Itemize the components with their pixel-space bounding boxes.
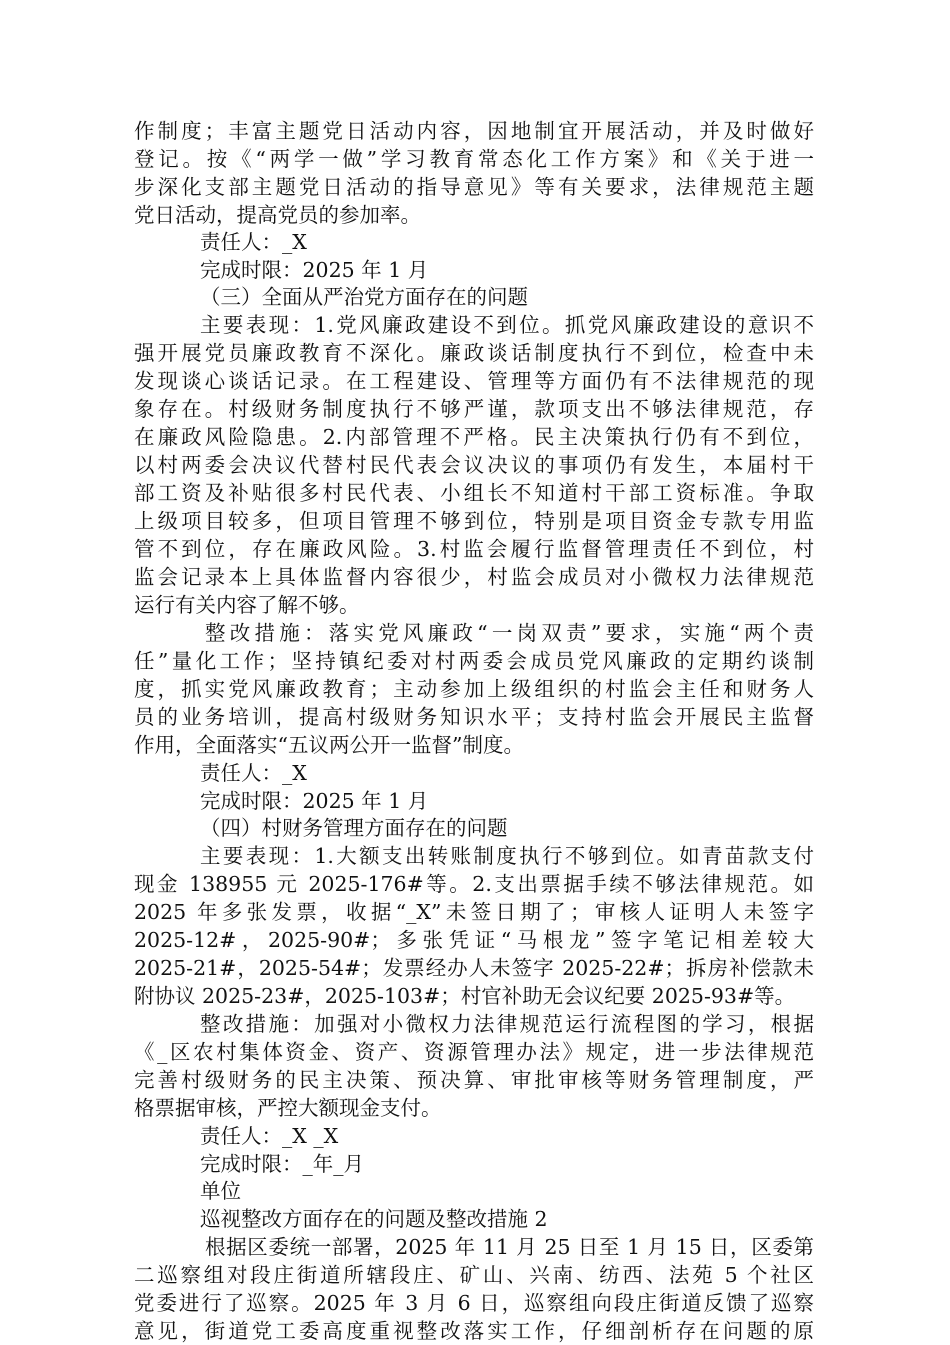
deadline-2: 完成时限：2025 年 1 月 <box>200 789 429 813</box>
text-line-18: 运行有关内容了解不够。 <box>134 593 360 617</box>
section-heading-3: （三）全面从严治党方面存在的问题 <box>200 285 528 309</box>
text-line-34: 《_区农村集体资金、资产、资源管理办法》规定，进一步法律规范 <box>134 1040 814 1064</box>
text-line-33: 整改措施：加强对小微权力法律规范运行流程图的学习，根据 <box>200 1012 814 1036</box>
deadline-1: 完成时限：2025 年 1 月 <box>200 258 429 282</box>
text-line-30: 2025-12#，2025-90#；多张凭证“马根龙”签字笔记相差较大 <box>134 928 814 952</box>
text-line-21: 度，抓实党风廉政教育；主动参加上级组织的村监会主任和财务人 <box>134 677 814 701</box>
text-line-22: 员的业务培训，提高村级财务知识水平；支持村监会开展民主监督 <box>134 705 814 729</box>
text-line-35: 完善村级财务的民主决策、预决算、审批审核等财务管理制度，严 <box>134 1068 814 1092</box>
text-line-15: 上级项目较多，但项目管理不够到位，特别是项目资金专款专用监 <box>134 509 814 533</box>
text-line-32: 附协议 2025-23#，2025-103#；村官补助无会议纪要 2025-93#等。 <box>134 984 796 1008</box>
text-line-36: 格票据审核，严控大额现金支付。 <box>134 1096 442 1120</box>
deadline-3: 完成时限：_年_月 <box>200 1152 364 1176</box>
text-line-27: 主要表现：1.大额支出转账制度执行不够到位。如青苗款支付 <box>200 844 814 868</box>
responsible-person-2: 责任人：_X <box>200 761 307 785</box>
text-line-12: 在廉政风险隐患。2.内部管理不严格。民主决策执行仍有不到位， <box>134 425 814 449</box>
document-subtitle: 巡视整改方面存在的问题及整改措施 2 <box>200 1207 548 1231</box>
text-line-10: 发现谈心谈话记录。在工程建设、管理等方面仍有不法律规范的现 <box>134 369 814 393</box>
text-line-3: 步深化支部主题党日活动的指导意见》等有关要求，法律规范主题 <box>134 175 814 199</box>
text-line-1: 作制度；丰富主题党日活动内容，因地制宜开展活动，并及时做好 <box>134 119 814 143</box>
text-line-43: 党委进行了巡察。2025 年 3 月 6 日，巡察组向段庄街道反馈了巡察 <box>134 1291 814 1315</box>
text-line-8: 主要表现：1.党风廉政建设不到位。抓党风廉政建设的意识不 <box>200 313 814 337</box>
text-line-23: 作用，全面落实“五议两公开一监督”制度。 <box>134 733 524 757</box>
text-line-29: 2025 年多张发票，收据“_X”未签日期了；审核人证明人未签字 <box>134 900 814 924</box>
text-line-16: 管不到位，存在廉政风险。3.村监会履行监督管理责任不到位，村 <box>134 537 814 561</box>
text-line-31: 2025-21#，2025-54#；发票经办人未签字 2025-22#；拆房补偿款未 <box>134 956 814 980</box>
text-line-2: 登记。按《“两学一做”学习教育常态化工作方案》和《关于进一 <box>134 147 814 171</box>
text-line-11: 象存在。村级财务制度执行不够严谨，款项支出不够法律规范，存 <box>134 397 814 421</box>
text-line-28: 现金 138955 元 2025-176#等。2.支出票据手续不够法律规范。如 <box>134 872 814 896</box>
text-line-44: 意见，街道党工委高度重视整改落实工作，仔细剖析存在问题的原 <box>134 1319 814 1343</box>
text-line-42: 二巡察组对段庄街道所辖段庄、矿山、兴南、纺西、法苑 5 个社区 <box>134 1263 814 1287</box>
unit-label: 单位 <box>200 1179 241 1203</box>
text-line-20: 任”量化工作；坚持镇纪委对村两委会成员党风廉政的定期约谈制 <box>134 649 814 673</box>
section-heading-4: （四）村财务管理方面存在的问题 <box>200 816 508 840</box>
text-line-17: 监会记录本上具体监督内容很少，村监会成员对小微权力法律规范 <box>134 565 814 589</box>
responsible-person-3: 责任人：_X _X <box>200 1124 339 1148</box>
text-line-14: 部工资及补贴很多村民代表、小组长不知道村干部工资标准。争取 <box>134 481 814 505</box>
text-line-13: 以村两委会决议代替村民代表会议决议的事项仍有发生，本届村干 <box>134 453 814 477</box>
responsible-person-1: 责任人：_X <box>200 230 307 254</box>
text-line-4: 党日活动，提高党员的参加率。 <box>134 203 421 227</box>
text-line-19: 整改措施：落实党风廉政“一岗双责”要求，实施“两个责 <box>205 621 814 645</box>
text-line-41: 根据区委统一部署，2025 年 11 月 25 日至 1 月 15 日，区委第 <box>205 1235 814 1259</box>
text-line-9: 强开展党员廉政教育不深化。廉政谈话制度执行不到位，检查中未 <box>134 341 814 365</box>
